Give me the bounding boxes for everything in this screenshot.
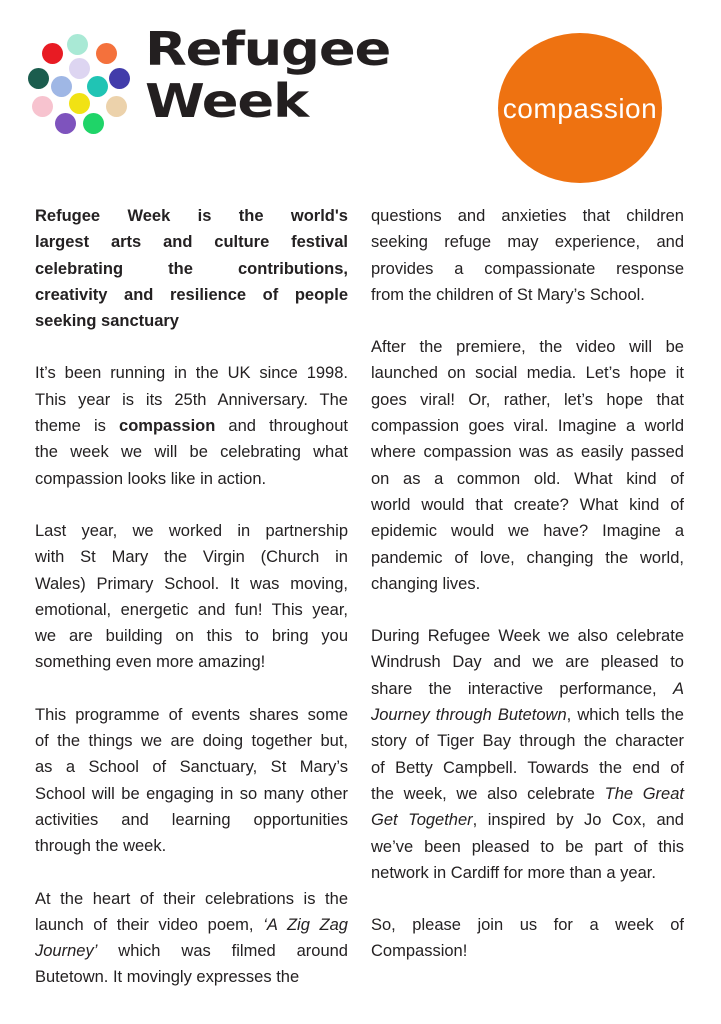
text-line: Windrush Day and we are pleased to bbox=[371, 653, 684, 672]
text-line: creativity and resilience of people bbox=[35, 285, 348, 304]
text-line: During Refugee Week we also celebrate bbox=[371, 627, 684, 646]
text-line: Compassion! bbox=[371, 942, 468, 961]
text-line: questions and anxieties that children bbox=[371, 207, 684, 225]
text-line: So, please join us for a week of bbox=[371, 916, 684, 935]
text-line: pandemic of love, changing the world, bbox=[371, 548, 684, 567]
text-line: through the week. bbox=[35, 837, 167, 856]
text-line: provides a compassionate response bbox=[371, 259, 684, 278]
text-line: Butetown. It movingly expresses the bbox=[35, 968, 300, 987]
text-line: from the children of St Mary’s School. bbox=[371, 285, 645, 304]
text-line: of Betty Campbell. Towards the end of bbox=[371, 758, 684, 777]
text-line: we are building on this to bring you bbox=[35, 627, 348, 646]
text-line: story of Tiger Bay through the character bbox=[371, 732, 684, 751]
text-line: Journey’ which was filmed around bbox=[35, 942, 348, 961]
logo-dot-green bbox=[83, 113, 104, 134]
text-line: emotional, energetic and fun! This year, bbox=[35, 600, 348, 619]
logo-dot-indigo bbox=[109, 68, 130, 89]
paragraph bbox=[35, 518, 348, 676]
text-line: activities and learning opportunities bbox=[35, 810, 348, 829]
logo-dot-teal bbox=[87, 76, 108, 97]
text-line: At the heart of their celebrations is the bbox=[35, 889, 348, 908]
column-right bbox=[371, 203, 684, 991]
text-line: It’s been running in the UK since 1998. bbox=[35, 364, 348, 383]
paragraph bbox=[35, 702, 348, 860]
compassion-badge-label: compassion bbox=[502, 93, 658, 124]
logo-wordmark bbox=[145, 23, 390, 127]
paragraph bbox=[35, 360, 348, 491]
logo-wordmark-line2: Week bbox=[145, 74, 308, 128]
text-line: the week we will be celebrating what bbox=[35, 443, 348, 462]
text-line: School will be engaging in so many other bbox=[35, 784, 348, 803]
text-line: Journey through Butetown, which tells the bbox=[371, 706, 684, 725]
text-line: This year is its 25th Anniversary. The bbox=[35, 390, 348, 409]
text-line: Last year, we worked in partnership bbox=[35, 521, 348, 540]
text-line: launch of their video poem, ‘A Zig Zag bbox=[35, 915, 348, 934]
logo-wordmark-line1: Refugee bbox=[145, 22, 391, 76]
compassion-badge bbox=[498, 33, 662, 183]
logo-dot-lavender bbox=[69, 58, 90, 79]
paragraph bbox=[371, 203, 684, 308]
paragraph bbox=[35, 203, 348, 334]
text-line: we’ve been pleased to be part of this bbox=[371, 837, 684, 856]
text-line: After the premiere, the video will be bbox=[371, 338, 684, 357]
text-line: launched on social media. Let’s hope it bbox=[371, 364, 684, 383]
text-line: epidemic would we have? Imagine a bbox=[371, 522, 684, 541]
paragraph bbox=[371, 623, 684, 886]
text-line: the week, we also celebrate The Great bbox=[371, 784, 684, 803]
column-left bbox=[35, 203, 348, 991]
text-line: with St Mary the Virgin (Church in bbox=[35, 548, 348, 567]
text-line: compassion looks like in action. bbox=[35, 469, 267, 488]
text-line: seeking refuge may experience, and bbox=[371, 233, 684, 252]
text-line: Wales) Primary School. It was moving, bbox=[35, 574, 348, 593]
logo-dot-yellow bbox=[69, 93, 90, 114]
text-line: theme is compassion and throughout bbox=[35, 417, 348, 436]
text-line: world would that create? What kind of bbox=[371, 495, 684, 514]
text-line: seeking sanctuary bbox=[35, 312, 179, 331]
text-line: compassion goes viral. Imagine a world bbox=[371, 417, 684, 436]
text-line: as a School of Sanctuary, St Mary’s bbox=[35, 758, 348, 777]
text-line: on as a common old. What kind of bbox=[371, 469, 684, 488]
text-line: something even more amazing! bbox=[35, 653, 266, 672]
text-line: of the things we are doing together but, bbox=[35, 732, 348, 751]
logo-dot-purple bbox=[55, 113, 76, 134]
text-line: share the interactive performance, A bbox=[371, 679, 684, 698]
text-line: changing lives. bbox=[371, 574, 481, 593]
text-line: where compassion was as easily passed bbox=[371, 443, 684, 462]
logo-dot-dark-green bbox=[28, 68, 49, 89]
text-line: Get Together, inspired by Jo Cox, and bbox=[371, 811, 684, 830]
logo-dot-red bbox=[42, 43, 63, 64]
paragraph bbox=[371, 334, 684, 597]
logo-dot-orange bbox=[96, 43, 117, 64]
text-line: Refugee Week is the world's bbox=[35, 207, 348, 225]
text-line: This programme of events shares some bbox=[35, 705, 348, 724]
paragraph bbox=[371, 912, 684, 965]
logo-dot-mint bbox=[67, 34, 88, 55]
article-body bbox=[35, 203, 684, 991]
text-line: largest arts and culture festival bbox=[35, 233, 348, 252]
logo-dot-pink bbox=[32, 96, 53, 117]
text-line: goes viral! Or, rather, let’s hope that bbox=[371, 390, 684, 409]
text-line: network in Cardiff for more than a year. bbox=[371, 863, 656, 882]
text-line: celebrating the contributions, bbox=[35, 259, 348, 278]
logo-dot-light-blue bbox=[51, 76, 72, 97]
paragraph bbox=[35, 886, 348, 991]
logo-dot-beige bbox=[106, 96, 127, 117]
